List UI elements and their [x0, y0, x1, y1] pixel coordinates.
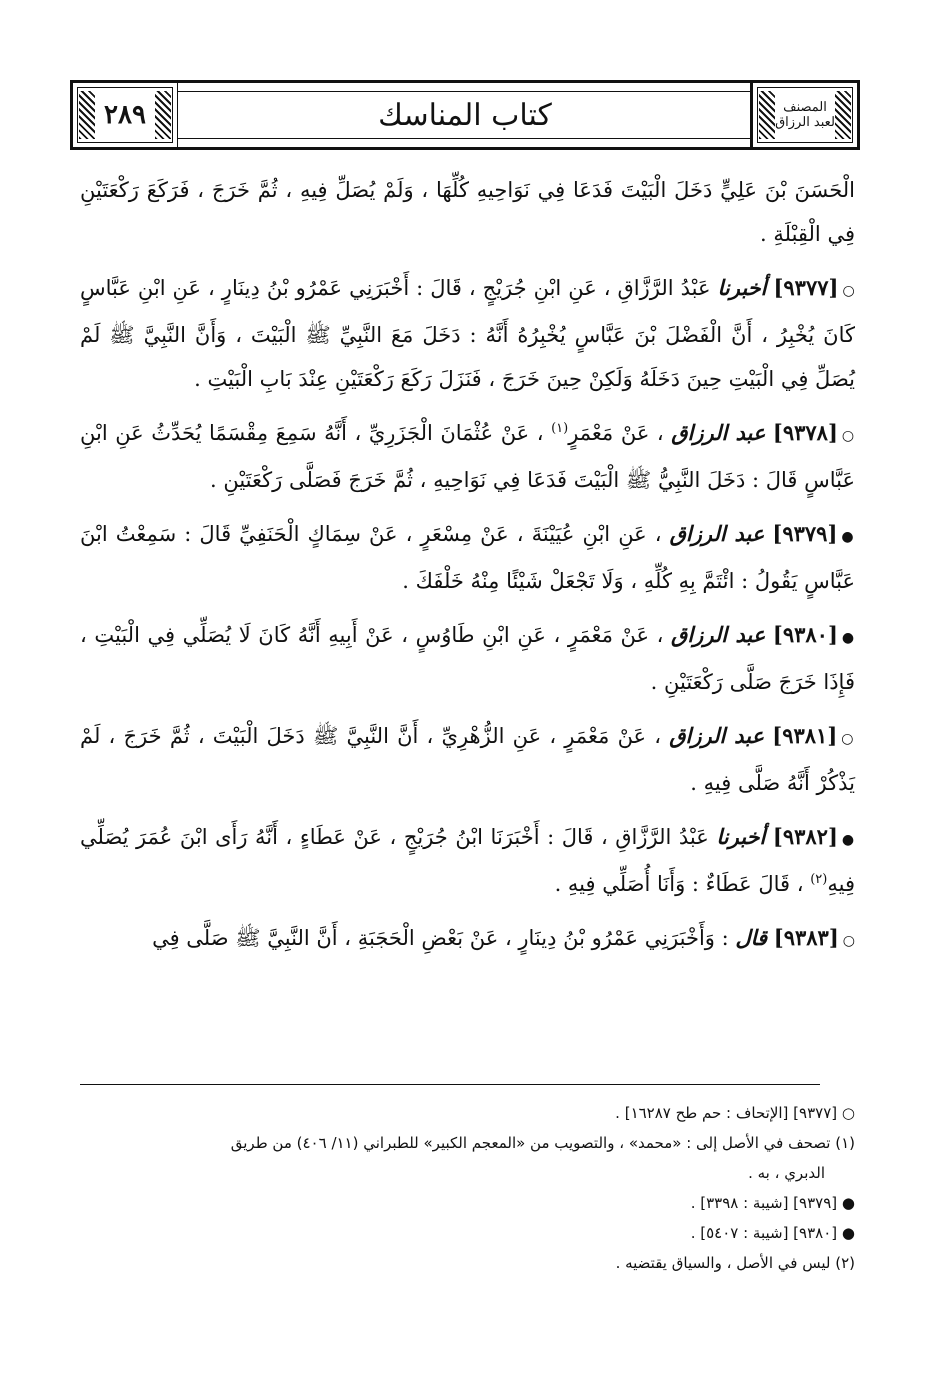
- hadith-marker-icon: ○: [842, 283, 855, 299]
- hadith-lead: عبد الرزاق: [671, 622, 766, 647]
- hadith-marker-icon: ○: [841, 731, 855, 747]
- footnote-ref[interactable]: (٢): [810, 872, 828, 887]
- footnote-ref[interactable]: (١): [551, 421, 569, 436]
- footnote: ● [٩٣٨٠] [شيبة : ٥٤٠٧] .: [690, 1224, 855, 1242]
- paragraph-text: ، قَالَ عَطَاءٌ : وَأَنَا أُصَلِّي فِيهِ .: [554, 872, 804, 896]
- hadith-number: [٩٣٧٨]: [772, 420, 838, 445]
- hadith-paragraph: [80, 714, 855, 805]
- hadith-paragraph: [80, 916, 855, 963]
- paragraph-text: ، عَنِ ابْنِ عُيَيْنَةَ ، عَنْ مِسْعَرٍ ، عَنْ سِمَاكٍ الْحَنَفِيِّ قَالَ : سَمِعْتُ ابْنَ عَبَّاسٍ يَقُولُ : ائْتَمَّ بِهِ كُلِّهِ ، وَلَا تَجْعَلْ شَيْئًا مِنْهُ خَلْفَكَ .: [80, 522, 855, 593]
- footnote-divider: [80, 1084, 820, 1085]
- footnote-continuation: الدبري ، به .: [748, 1164, 825, 1182]
- hadith-lead: أخبرنا: [716, 824, 766, 849]
- hadith-lead: عبد الرزاق: [671, 420, 766, 445]
- footnotes: [80, 1098, 855, 1278]
- paragraph-text: عَبْدُ الرَّزَّاقِ ، قَالَ : أَخْبَرَنَا ابْنُ جُرَيْجٍ ، عَنْ عَطَاءٍ ، أَنَّهُ رَأَى ابْنَ عُمَرَ يُصَلِّي فِيهِ: [80, 825, 855, 896]
- hadith-marker-icon: ●: [841, 630, 856, 646]
- hadith-marker-icon: ○: [841, 428, 855, 444]
- hadith-number: [٩٣٨٣]: [773, 925, 839, 950]
- hadith-number: [٩٣٨١]: [772, 723, 838, 748]
- hadith-marker-icon: ●: [841, 529, 856, 545]
- author-seal: [753, 83, 857, 147]
- author-seal-line: المصنف: [783, 100, 827, 115]
- hadith-lead: عبد الرزاق: [669, 723, 765, 748]
- hadith-paragraph: [80, 613, 855, 704]
- hadith-paragraph: [80, 411, 855, 502]
- hadith-lead: أخبرنا: [717, 275, 767, 300]
- title-band: [178, 80, 752, 150]
- paragraph-text: ، عَنْ مَعْمَرٍ ، عَنِ الزُّهْرِيِّ ، أَنَّ النَّبِيَّ ﷺ دَخَلَ الْبَيْتَ ، ثُمَّ خَرَجَ ، لَمْ يَذْكُرْ أَنَّهُ صَلَّى فِيهِ .: [80, 724, 855, 795]
- paragraph-text: ، عَنْ عُثْمَانَ الْجَزَرِيِّ ، أَنَّهُ سَمِعَ مِقْسَمًا يُحَدِّثُ عَنِ ابْنِ عَبَّاسٍ قَالَ : دَخَلَ النَّبِيُّ ﷺ الْبَيْتَ فَدَعَا فِي نَوَاحِيهِ ، ثُمَّ خَرَجَ فَصَلَّى رَكْعَتَيْنِ .: [80, 421, 855, 492]
- page-header: [70, 80, 860, 150]
- hadith-lead: قال: [735, 925, 768, 950]
- footnote: (٢) ليس في الأصل ، والسياق يقتضيه .: [615, 1254, 855, 1272]
- paragraph-text: الْحَسَنَ بْنَ عَلِيٍّ دَخَلَ الْبَيْتَ فَدَعَا فِي نَوَاحِيهِ كُلِّهَا ، وَلَمْ يُصَلِّ فِيهِ ، ثُمَّ خَرَجَ ، فَرَكَعَ رَكْعَتَيْنِ فِي الْقِبْلَةِ .: [80, 178, 855, 246]
- paragraph-text: عَبْدُ الرَّزَّاقِ ، عَنِ ابْنِ جُرَيْجٍ ، قَالَ : أَخْبَرَنِي عَمْرُو بْنُ دِينَارٍ ، عَنِ ابْنِ عَبَّاسٍ كَانَ يُخْبِرُ ، أَنَّ الْفَضْلَ بْنَ عَبَّاسٍ يُخْبِرُهُ أَنَّهُ : دَخَلَ مَعَ النَّبِيِّ ﷺ الْبَيْتَ ، وَأَنَّ النَّبِيَّ ﷺ لَمْ يُصَلِّ فِي الْبَيْتِ حِينَ دَخَلَهُ وَلَكِنْ حِينَ خَرَجَ ، فَنَزَلَ رَكَعَ رَكْعَتَيْنِ عِنْدَ بَابِ الْبَيْتِ .: [80, 276, 855, 391]
- author-seal-box: [750, 80, 860, 150]
- hadith-number: [٩٣٨٢]: [772, 824, 838, 849]
- hadith-marker-icon: ○: [842, 933, 855, 949]
- hadith-paragraph: [80, 266, 855, 401]
- main-text: [80, 168, 855, 973]
- hadith-marker-icon: ●: [841, 832, 855, 848]
- footnote: ○ [٩٣٧٧] [الإتحاف : حم طح ١٦٢٨٧] .: [615, 1104, 855, 1122]
- footnote: ● [٩٣٧٩] [شيبة : ٣٣٩٨] .: [690, 1194, 855, 1212]
- paragraph-text: ، عَنْ مَعْمَرٍ: [568, 421, 664, 445]
- hadith-paragraph: [80, 815, 855, 906]
- footnote: (١) تصحف في الأصل إلى : «محمد» ، والتصويب من «المعجم الكبير» للطبراني (١١/ ٤٠٦) من طريق: [230, 1134, 855, 1152]
- hadith-paragraph: [80, 168, 855, 256]
- hadith-lead: عبد الرزاق: [669, 521, 765, 546]
- author-seal-line: لعبد الرزاق: [775, 115, 835, 130]
- hadith-number: [٩٣٨٠]: [772, 622, 838, 647]
- page-number: ٢٨٩: [104, 100, 146, 130]
- page-number-box: [70, 80, 180, 150]
- paragraph-text: ، عَنْ مَعْمَرٍ ، عَنِ ابْنِ طَاوُسٍ ، عَنْ أَبِيهِ أَنَّهُ كَانَ لَا يُصَلِّي فِي الْبَيْتِ ، فَإِذَا خَرَجَ صَلَّى رَكْعَتَيْنِ .: [80, 623, 855, 694]
- hadith-number: [٩٣٧٩]: [772, 521, 838, 546]
- hadith-paragraph: [80, 512, 855, 603]
- paragraph-text: : وَأَخْبَرَنِي عَمْرُو بْنُ دِينَارٍ ، عَنْ بَعْضِ الْحَجَبَةِ ، أَنَّ النَّبِيَّ ﷺ صَلَّى فِي: [152, 926, 729, 950]
- book-title: كتاب المناسك: [378, 97, 552, 133]
- hadith-number: [٩٣٧٧]: [773, 275, 839, 300]
